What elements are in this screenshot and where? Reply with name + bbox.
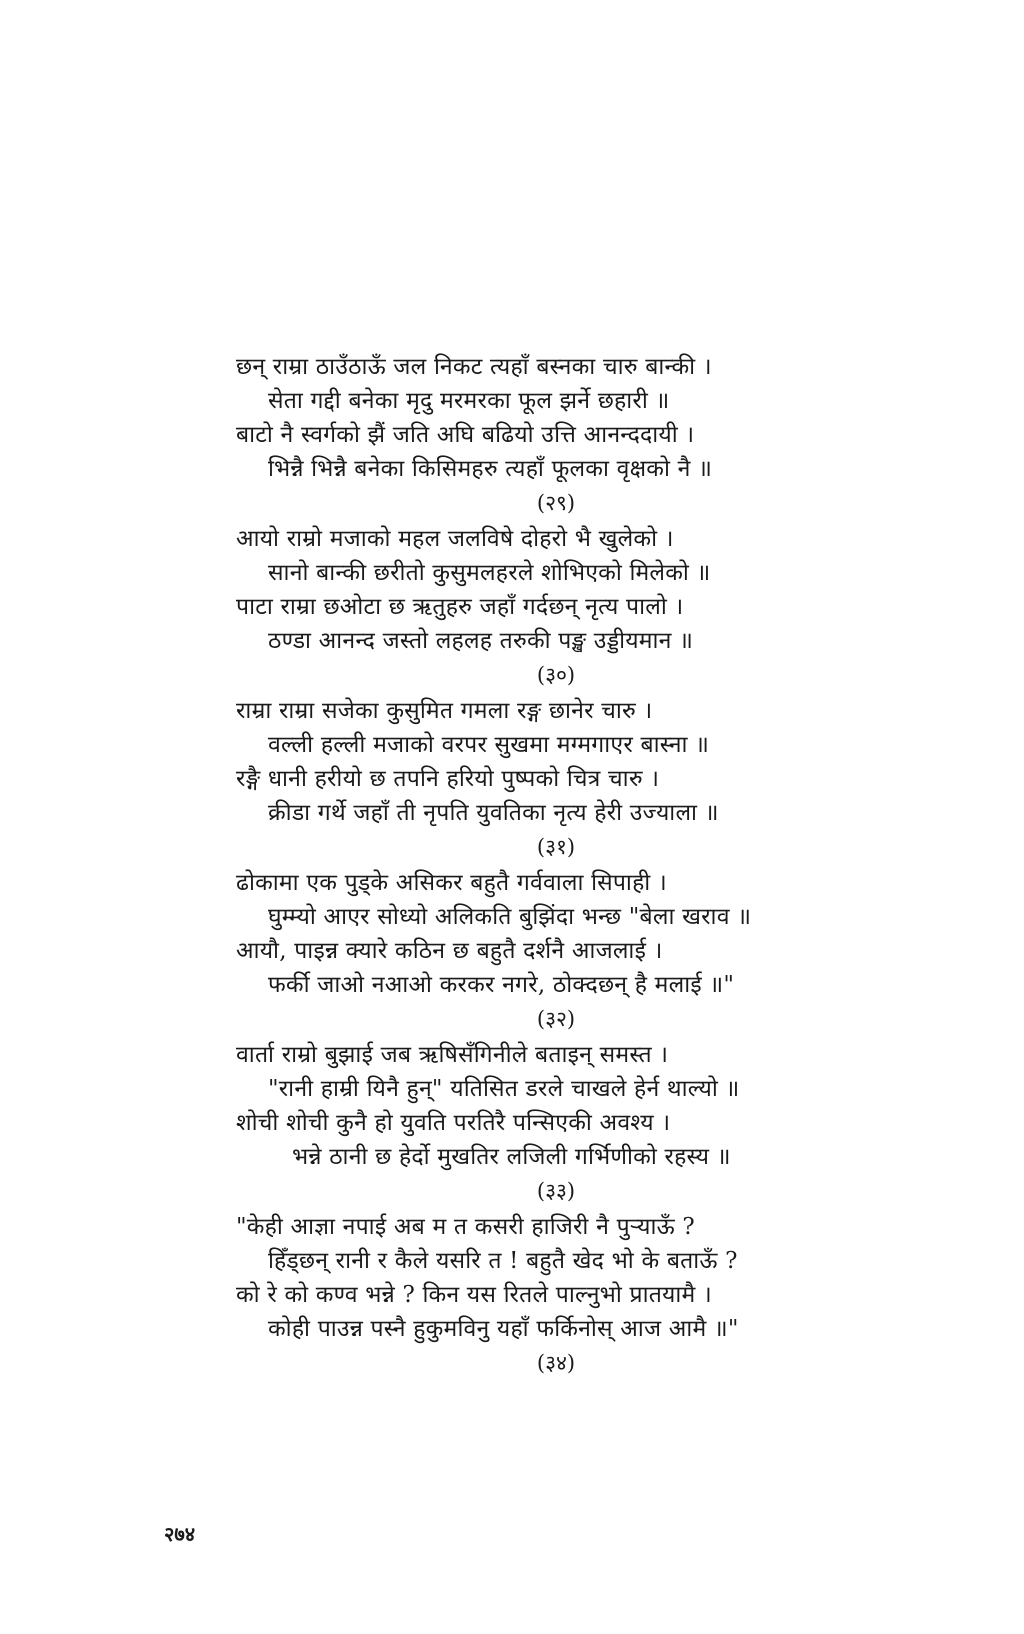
stanza xyxy=(236,694,836,862)
verse-line: "रानी हाम्री यिनै हुन्" यतिसित डरले चाखले हेर्न थाल्यो ॥ xyxy=(268,1076,740,1102)
verse-line: वार्ता राम्रो बुझाई जब ऋषिसँगिनीले बताइन् समस्त । xyxy=(236,1042,669,1068)
verse-line: भिन्नै भिन्नै बनेका किसिमहरु त्यहाँ फूलका वृक्षको नै ॥ xyxy=(268,456,713,482)
verse-line: सानो बान्की छरीतो कुसुमलहरले शोभिएको मिलेको ॥ xyxy=(268,560,711,586)
verse-number: (३२) xyxy=(536,1007,576,1031)
verse-line: वल्ली हल्ली मजाको वरपर सुखमा मग्मगाएर बास्ना ॥ xyxy=(268,732,710,758)
verse-line: फर्की जाओ नआओ करकर नगरे, ठोक्दछन् है मलाई ॥" xyxy=(268,972,735,998)
stanza xyxy=(236,1038,836,1206)
stanza xyxy=(236,1210,836,1378)
verse-line: सेता गद्दी बनेका मृदु मरमरका फूल झर्ने छहारी ॥ xyxy=(268,388,670,414)
verse-line: ढोकामा एक पुड्के असिकर बहुतै गर्ववाला सिपाही । xyxy=(236,870,667,896)
verse-number: (३१) xyxy=(536,835,576,859)
verse-line: क्रीडा गर्थे जहाँ ती नृपति युवतिका नृत्य हेरी उज्याला ॥ xyxy=(268,800,719,826)
verse-line: बाटो नै स्वर्गको झैं जति अघि बढियो उत्ति आनन्ददायी । xyxy=(236,422,695,448)
verse-number: (३४) xyxy=(536,1351,576,1375)
verse-line: छन् राम्रा ठाउँठाऊँ जल निकट त्यहाँ बस्नका चारु बान्की । xyxy=(236,354,712,380)
verse-line: कोही पाउन्न पस्नै हुकुमविनु यहाँ फर्किनोस् आज आमै ॥" xyxy=(268,1316,739,1342)
verse-line: पाटा राम्रा छओटा छ ऋतुहरु जहाँ गर्दछन् नृत्य पालो । xyxy=(236,594,684,620)
stanza xyxy=(236,866,836,1034)
stanza xyxy=(236,350,836,518)
verse-line: ठण्डा आनन्द जस्तो लहलह तरुकी पङ्ख उड्डीयमान ॥ xyxy=(268,628,694,654)
verse-line: को रे को कण्व भन्ने ? किन यस रितले पाल्नुभो प्रातयामै । xyxy=(236,1282,712,1308)
stanza xyxy=(236,522,836,690)
verse-line: राम्रा राम्रा सजेका कुसुमित गमला रङ्ग छानेर चारु । xyxy=(236,698,653,724)
verse-number: (२९) xyxy=(536,491,576,515)
verse-number: (३०) xyxy=(536,663,576,687)
verse-line: आयौ, पाइन्न क्यारे कठिन छ बहुतै दर्शनै आजलाई । xyxy=(236,938,663,964)
page-number: २७४ xyxy=(164,1522,196,1546)
verse-line: घुम्म्यो आएर सोध्यो अलिकति बुझिंदा भन्छ "बेला खराव ॥ xyxy=(268,904,752,930)
verse-line: आयो राम्रो मजाको महल जलविषे दोहरो भै खुलेको । xyxy=(236,526,674,552)
verse-line: हिँड्छन् रानी र कैले यसरि त ! बहुतै खेद भो के बताऊँ ? xyxy=(268,1248,738,1274)
verse-line: भन्ने ठानी छ हेर्दो मुखतिर लजिली गर्भिणीको रहस्य ॥ xyxy=(292,1144,731,1170)
verse-line: रङ्गै धानी हरीयो छ तपनि हरियो पुष्पको चित्र चारु । xyxy=(236,766,660,792)
verse-line: शोची शोची कुनै हो युवति परतिरै पन्सिएकी अवश्य । xyxy=(236,1110,671,1136)
poem-body xyxy=(236,350,836,1382)
verse-number: (३३) xyxy=(536,1179,576,1203)
verse-line: "केही आज्ञा नपाई अब म त कसरी हाजिरी नै पुऱ्याऊँ ? xyxy=(236,1214,695,1240)
